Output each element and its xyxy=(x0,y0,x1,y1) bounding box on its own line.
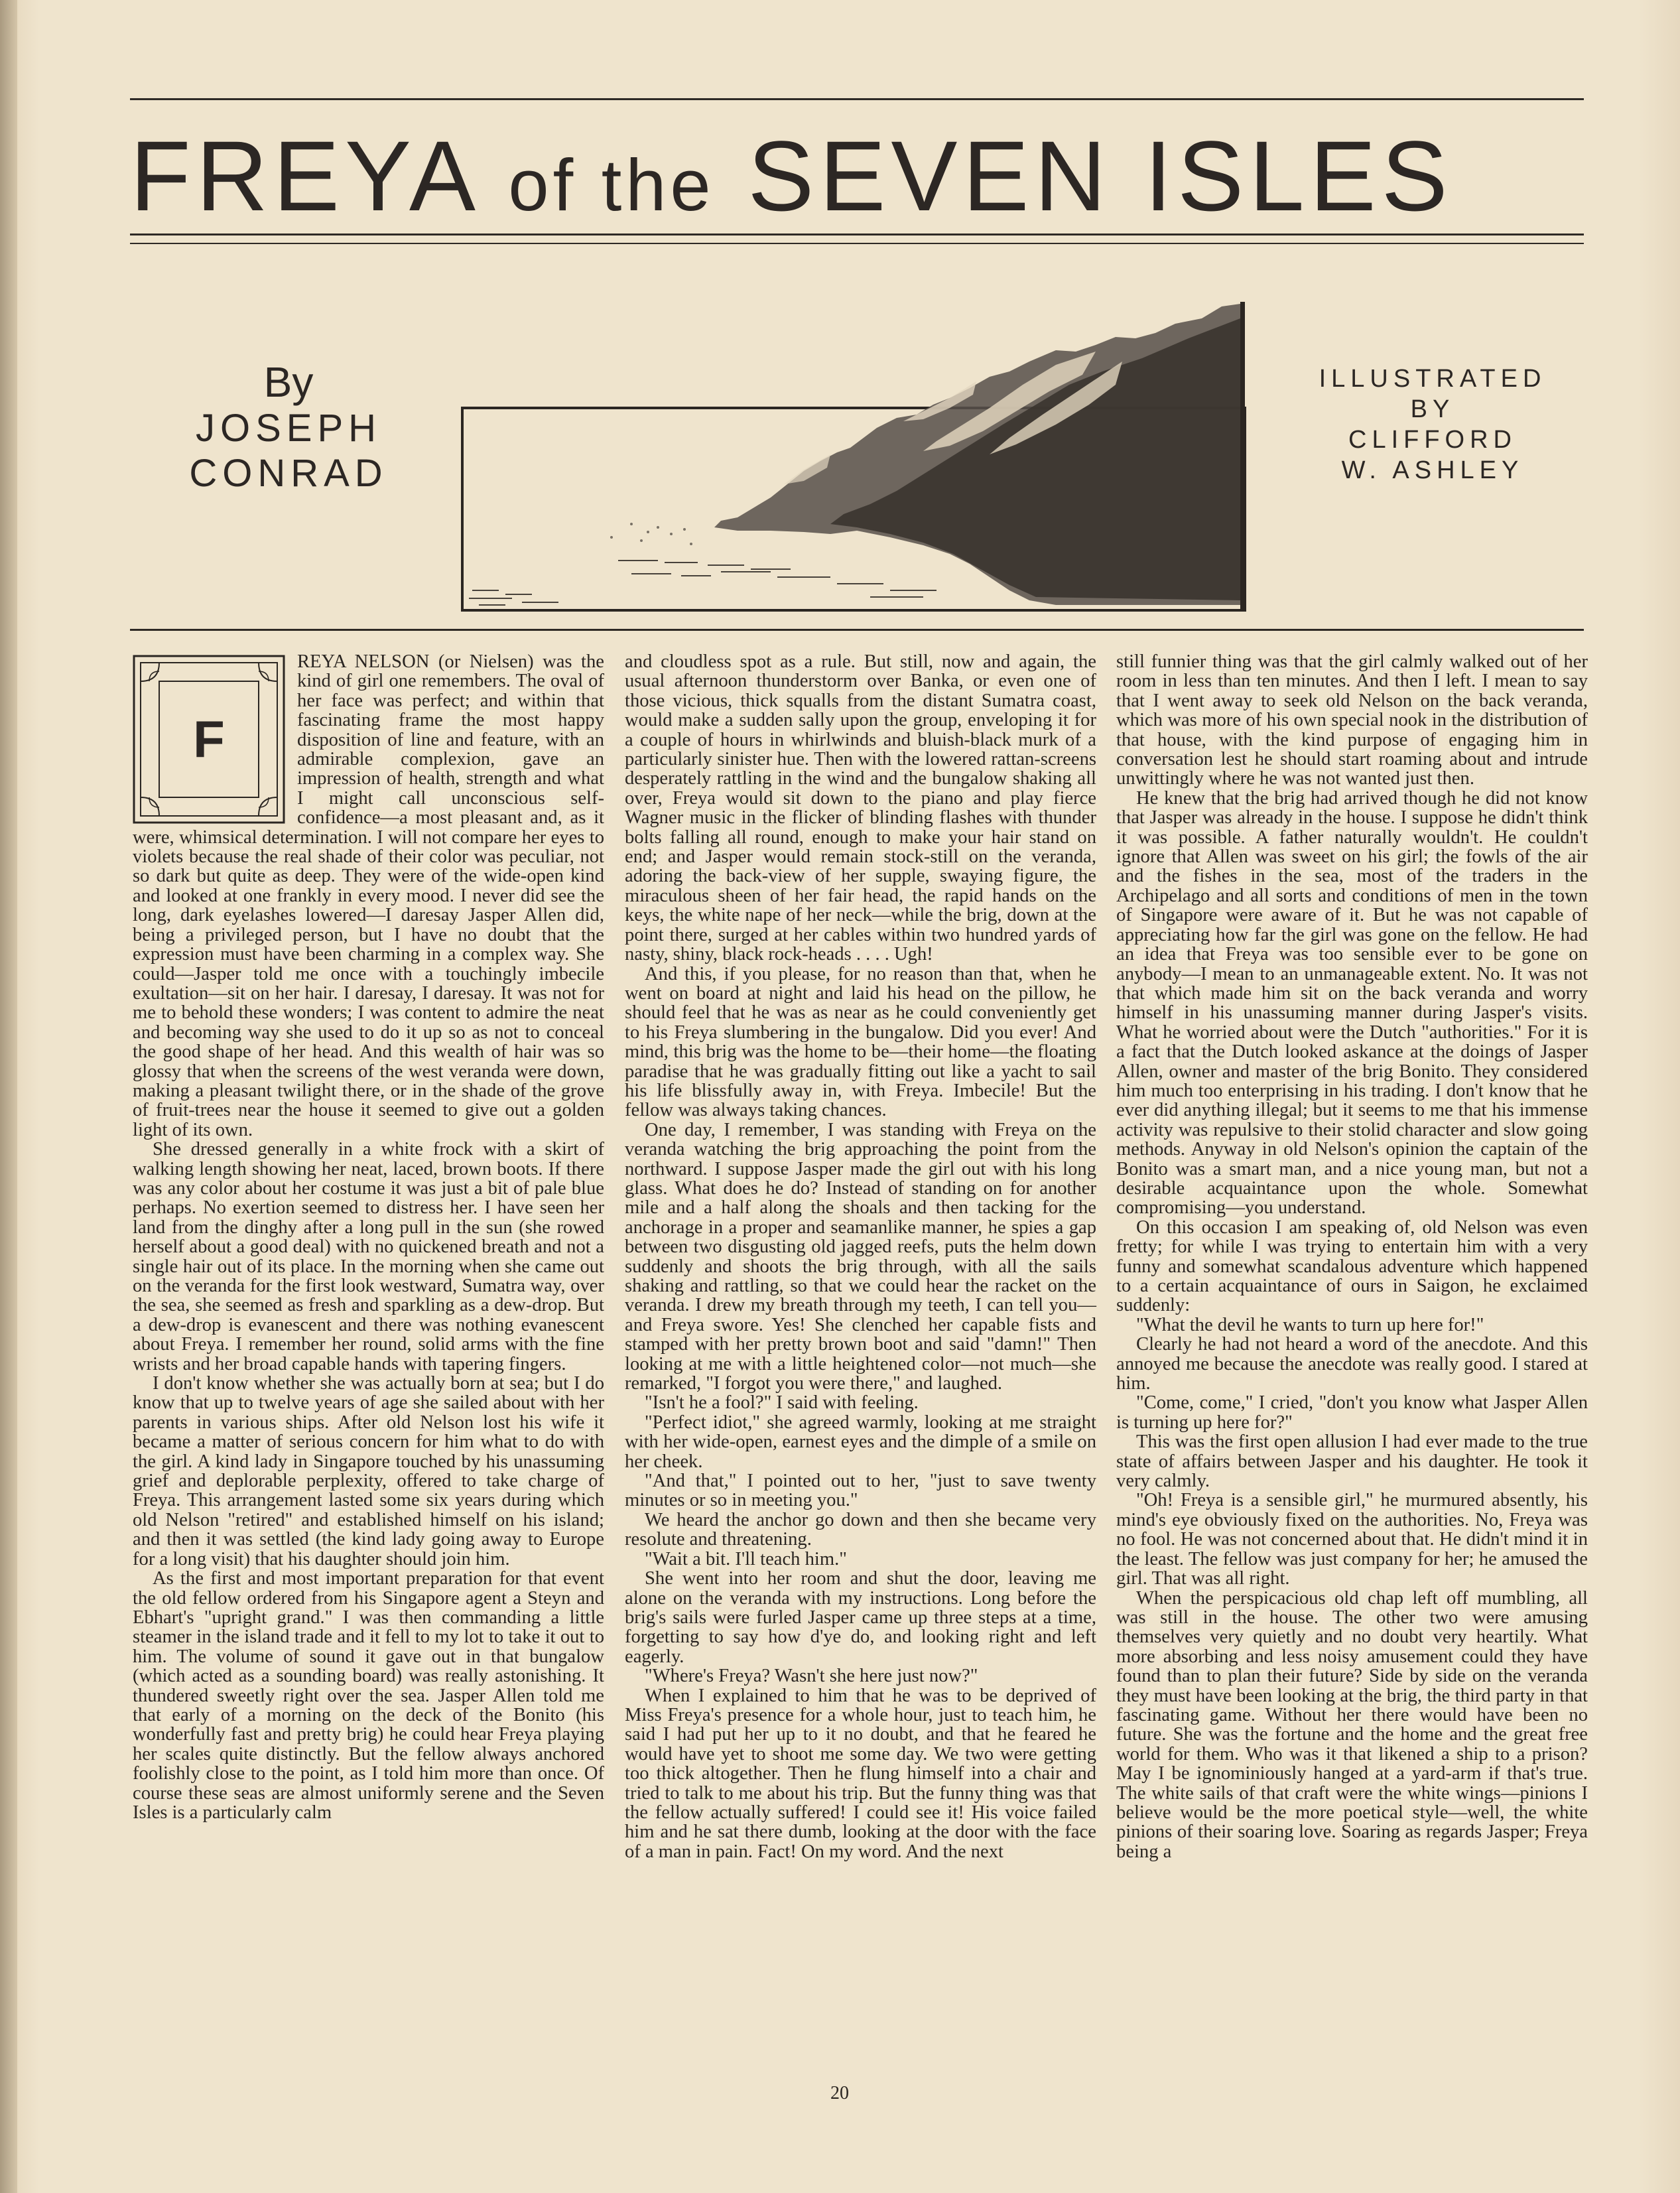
title-freya: FREYA xyxy=(130,120,476,232)
paragraph: On this occasion I am speaking of, old Nelson was even fretty; for while I was trying to entertain him with a very funny and somewhat scandalous adventure which happened to a certain acquaintance of ours in Saigon, he exclaimed suddenly: xyxy=(1116,1217,1588,1316)
illustrator-credit xyxy=(1300,364,1565,486)
paragraph: "Isn't he a fool?" I said with feeling. xyxy=(645,1392,919,1414)
paragraph: "What the devil he wants to turn up here for!" xyxy=(1136,1314,1484,1335)
paragraph: We heard the anchor go down and then she became very resolute and threatening. xyxy=(625,1509,1096,1550)
text-column-2 xyxy=(625,652,1096,2065)
paragraph: She went into her room and shut the door, leaving me alone on the veranda with my instructions. Long before the brig's sails were furled Jasper came up three steps at a time, forgetting to say how d'ye do, and looking right and left eagerly. xyxy=(625,1568,1096,1667)
title-rule-lower xyxy=(130,233,1584,235)
page-number: 20 xyxy=(830,2083,849,2103)
text-column-1 xyxy=(133,652,604,2065)
paragraph: She dressed generally in a white frock with a skirt of walking length showing her neat, laced, brown boots. If there was any color about her costume it was just a bit of pale blue perhaps. No exertion seemed to distress her. I have seen her land from the dinghy after a long pull in the sun (she rowed herself about a good deal) with no quickened breath and not a single hair out of its place. In the morning when she came out on the veranda for the first look westward, Sumatra way, over the sea, she seemed as fresh and sparkling as a dew-drop. But a dew-drop is evanescent and there was nothing evanescent about Freya. I remember her round, solid arms with the fine wrists and her broad capable hands with tapering fingers. xyxy=(133,1139,604,1374)
paragraph: When the perspicacious old chap left off mumbling, all was still in the house. The other two were amusing themselves very quietly and no doubt very heartily. What more absorbing and less noisy amusement could they have found than to plan their future? Side by side on the veranda they must have been looking at the brig, the third party in that fascinating game. Without her there would have been no future. She was the fortune and the home and the great free world for them. Who was it that likened a ship to a prison? May I be ignominiously hanged at a yard-arm if that's true. The white sails of that craft were the white wings—pinions I believe would be the more poetical style—well, the white pinions of their soaring love. Soaring as regards Jasper; Freya being a xyxy=(1116,1587,1588,1862)
paragraph: REYA NELSON (or Nielsen) was the kind of girl one remembers. The oval of her face was perfect; and within that fascinating frame the most happy disposition of line and feature, with an admirable complexion, gave an impression of health, strength and what I might call unconscious self-confidence—a most pleasant and, as it were, whimsical determination. I will not compare her eyes to violets because the real shade of their color was peculiar, not so dark but quite as deep. They were of the wide-open kind and looked at one frankly in every mood. I never did see the long, dark eyelashes lowered—I daresay Jasper Allen did, being a privileged person, but I have no doubt that the expression must have been charming in a complex way. She could—Jasper told me once with a touchingly imbecile exultation—sit on her hair. I daresay, I daresay. It was not for me to behold these wonders; I was content to admire the neat and becoming way she used to do it up so as not to conceal the good shape of her head. And this wealth of hair was so glossy that when the screens of the west veranda were down, making a pleasant twilight there, or in the shade of the grove of fruit-trees near the house it seemed to give out a golden light of its own. xyxy=(133,651,604,1140)
author-first-name: JOSEPH xyxy=(195,407,382,450)
illustrator-last-name: W. ASHLEY xyxy=(1341,456,1524,484)
title-rule-lower-thin xyxy=(130,243,1584,244)
section-rule xyxy=(130,629,1584,631)
drop-cap-letter: F xyxy=(193,709,225,768)
paragraph: One day, I remember, I was standing with Freya on the veranda watching the brig approaching the point from the northward. I suppose Jasper made the girl out with his long glass. What does he do? Instead of standing on for another mile and a half along the shoals and then tacking for the anchorage in a proper and seamanlike manner, he spies a gap between two disgusting old jagged reefs, puts the helm down suddenly and shoots the brig through, with all the sails shaking and rattling, so that we could hear the racket on the veranda. I drew my breath through my teeth, I can tell you—and Freya swore. Yes! She clenched her capable fists and stamped with her pretty brown boot and said "damn!" Then looking at me with a little heightened color—not much—she remarked, "I forgot you were there," and laughed. xyxy=(625,1119,1096,1394)
paragraph: "Come, come," I cried, "don't you know what Jasper Allen is turning up here for?" xyxy=(1116,1392,1588,1433)
title-seven-isles: SEVEN ISLES xyxy=(747,120,1453,232)
paragraph: still funnier thing was that the girl calmly walked out of her room in less than ten minutes. And then I left. I mean to say that I went away to seek old Nelson on the back veranda, which was more of his own special nook in the distribution of that house, with the kind purpose of engaging him in conversation lest he should start roaming about and intrude unwittingly where he was not wanted just then. xyxy=(1116,651,1588,789)
author-last-name: CONRAD xyxy=(189,452,388,495)
drop-cap xyxy=(133,655,285,824)
paragraph: I don't know whether she was actually born at sea; but I do know that up to twelve years of age she sailed about with her parents in various ships. After old Nelson lost his wife it became a matter of serious concern for him what to do with the girl. A kind lady in Singapore touched by his unassuming grief and deplorable perplexity, offered to take charge of Freya. This arrangement lasted some six years during which old Nelson "retired" and established himself on his island; and then it was settled (the kind lady going away to Europe for a long visit) that his daughter should join him. xyxy=(133,1373,604,1569)
paragraph: As the first and most important preparation for that event the old fellow ordered from his Singapore agent a Steyn and Ebhart's "upright grand." I was then commanding a little steamer in the island trade and it fell to my lot to take it out to him. The volume of sound it gave out in that bungalow (which acted as a sounding board) was really astonishing. It thundered sweetly right over the sea. Jasper Allen told me that early of a morning on the deck of the Bonito (his wonderfully fast and pretty brig) he could hear Freya playing her scales quite distinctly. But the fellow always anchored foolishly close to the point, as I told him more than once. Of course these seas are almost uniformly serene and the Seven Isles is a particularly calm xyxy=(133,1568,604,1823)
paragraph: He knew that the brig had arrived though he did not know that Jasper was already in the house. I suppose he didn't think it was possible. A father naturally wouldn't. He couldn't ignore that Allen was sweet on his girl; the fowls of the air and the fishes in the sea, most of the traders in the Archipelago and all sorts and conditions of men in the town of Singapore were aware of it. But he was not capable of appreciating how far the girl was gone on the fellow. He had an idea that Freya was too sensible ever to be gone on anybody—I mean to an unmanageable extent. No. It was not that which made him sit on the back veranda and worry himself in his unassuming manner during Jasper's visits. What he worried about were the Dutch "authorities." For it is a fact that the Dutch looked askance at the doings of Jasper Allen, owner and master of the brig Bonito. They considered him much too enterprising in his trading. I don't know that he ever did anything illegal; but it seems to me that his immense activity was repulsive to their stolid character and slow going methods. Anyway in old Nelson's opinion the captain of the Bonito was a smart man, and a nice young man, but not a desirable acquaintance upon the whole. Somewhat compromising—you understand. xyxy=(1116,787,1588,1219)
paragraph: "Where's Freya? Wasn't she here just now?" xyxy=(645,1666,978,1687)
illustrated-label: ILLUSTRATED xyxy=(1319,365,1547,393)
paragraph: and cloudless spot as a rule. But still, now and again, the usual afternoon thunderstorm over Banka, or even one of those vicious, thick squalls from the distant Sumatra coast, would make a sudden sally upon the group, enveloping it for a couple of hours in whirlwinds and bluish-black murk of a particularly sinister hue. Then with the lowered rattan-screens desperately rattling in the wind and the bungalow shaking all over, Freya would sit down to the piano and play fierce Wagner music in the flicker of blinding flashes with thunder bolts falling all round, enough to make your hair stand on end; and Jasper would remain stock-still on the veranda, adoring the back-view of her supple, swaying figure, the miraculous sheen of her fair head, the rapid hands on the keys, the white nape of her neck—while the brig, down at the point there, surged at her cables within two hundred yards of nasty, shiny, black rock-heads . . . . Ugh! xyxy=(625,651,1096,965)
paragraph: "Wait a bit. I'll teach him." xyxy=(645,1548,847,1569)
paragraph: Clearly he had not heard a word of the anecdote. And this annoyed me because the anecdote was really good. I stared at him. xyxy=(1116,1334,1588,1394)
title-of-the: of the xyxy=(508,145,715,226)
paragraph: "Oh! Freya is a sensible girl," he murmured absently, his mind's eye obviously fixed on the authorities. No, Freya was no fool. He was not concerned about that. He didn't mind it in the least. The fellow was just company for her; he amused the girl. That was all right. xyxy=(1116,1490,1588,1589)
illustrated-by-label: BY xyxy=(1410,395,1455,423)
headland-illustration xyxy=(459,299,1248,617)
author-byline xyxy=(156,358,421,496)
paragraph: "And that," I pointed out to her, "just to save twenty minutes or so in meeting you." xyxy=(625,1471,1096,1511)
paragraph: And this, if you please, for no reason than that, when he went on board at night and laid his head on the pillow, he should feel that he was as near as he could conveniently get to his Freya slumbering in the bungalow. Did you ever! And mind, this brig was the home to be—their home—the floating paradise that he was gradually fitting out like a yacht to sail his life blissfully away in, with Freya. Imbecile! But the fellow was always taking chances. xyxy=(625,963,1096,1121)
binding-edge xyxy=(0,0,17,2193)
paragraph: When I explained to him that he was to be deprived of Miss Freya's presence for a whole hour, just to teach him, he said I had put her up to it no doubt, and that he feared he would have yet to shoot me some day. We two were getting too thick altogether. Then he flung himself into a chair and tried to talk to me about his trip. But the funny thing was that the fellow actually suffered! I could see it! His voice failed him and he sat there dumb, looking at the door with the face of a man in pain. Fact! On my word. And the next xyxy=(625,1685,1096,1862)
paragraph: This was the first open allusion I had ever made to the true state of affairs between Jasper and his daughter. He took it very calmly. xyxy=(1116,1431,1588,1492)
paragraph: "Perfect idiot," she agreed warmly, looking at me straight with her wide-open, earnest eyes and the dimple of a smile on her cheek. xyxy=(625,1412,1096,1472)
page-title xyxy=(130,113,1589,239)
text-column-3 xyxy=(1116,652,1588,2065)
byline-by: By xyxy=(263,358,314,406)
illustrator-first-name: CLIFFORD xyxy=(1348,426,1517,454)
top-rule-outer xyxy=(130,98,1584,100)
